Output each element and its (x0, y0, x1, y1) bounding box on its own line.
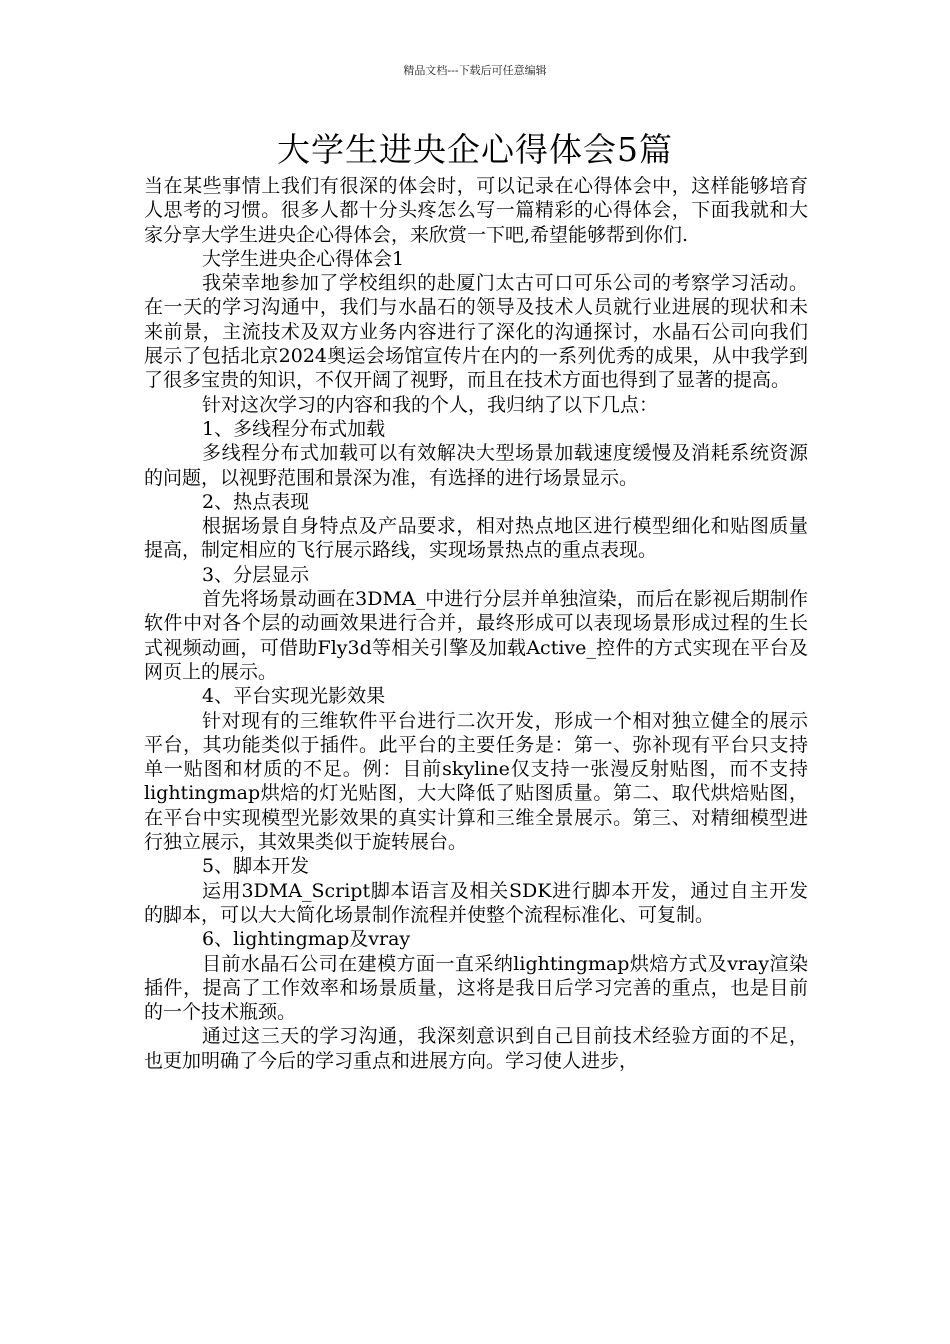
paragraph: 首先将场景动画在3DMA_中进行分层并单独渲染，而后在影视后期制作软件中对各个层的动画效果进行合并，最终形成可以表现场景形成过程的生长式视频动画，可借助Fly3d等相关引擎及加载Active_控件的方式实现在平台及网页上的展示。 (144, 588, 808, 683)
list-heading: 6、lightingmap及vray (202, 928, 411, 951)
list-heading: 3、分层显示 (202, 563, 310, 586)
paragraph-intro: 当在某些事情上我们有很深的体会时，可以记录在心得体会中，这样能够培育人思考的习惯。很多人都十分头疼怎么写一篇精彩的心得体会，下面我就和大家分享大学生进央企心得体会，来欣赏一下吧,希望能够帮到你们. (144, 175, 808, 246)
document-body (144, 174, 808, 1073)
paragraph: 通过这三天的学习沟通，我深刻意识到自己目前技术经验方面的不足，也更加明确了今后的学习重点和进展方向。学习使人进步， (144, 1025, 808, 1072)
paragraph: 针对这次学习的内容和我的个人，我归纳了以下几点： (202, 393, 659, 416)
list-heading: 4、平台实现光影效果 (202, 685, 386, 708)
document-title: 大学生进央企心得体会5篇 (277, 130, 673, 169)
paragraph: 根据场景自身特点及产品要求，相对热点地区进行模型细化和贴图质量提高，制定相应的飞行展示路线，实现场景热点的重点表现。 (144, 515, 808, 562)
paragraph: 运用3DMA_Script脚本语言及相关SDK进行脚本开发，通过自主开发的脚本，可以大大简化场景制作流程并使整个流程标准化、可复制。 (144, 879, 808, 926)
paragraph: 多线程分布式加载可以有效解决大型场景加载速度缓慢及消耗系统资源的问题，以视野范围和景深为准，有选择的进行场景显示。 (144, 442, 808, 489)
list-heading: 2、热点表现 (202, 490, 310, 513)
paragraph: 我荣幸地参加了学校组织的赴厦门太古可口可乐公司的考察学习活动。在一天的学习沟通中，我们与水晶石的领导及技术人员就行业进展的现状和未来前景，主流技术及双方业务内容进行了深化的沟通探讨，水晶石公司向我们展示了包括北京2024奥运会场馆宣传片在内的一系列优秀的成果，从中我学到了很多宝贵的知识，不仅开阔了视野，而且在技术方面也得到了显著的提高。 (144, 272, 808, 392)
list-heading: 5、脚本开发 (202, 855, 310, 878)
paragraph: 目前水晶石公司在建模方面一直采纳lightingmap烘焙方式及vray渲染插件，提高了工作效率和场景质量，这将是我日后学习完善的重点，也是目前的一个技术瓶颈。 (144, 952, 808, 1024)
section-heading: 大学生进央企心得体会1 (202, 247, 405, 270)
list-heading: 1、多线程分布式加载 (202, 417, 386, 440)
paragraph: 针对现有的三维软件平台进行二次开发，形成一个相对独立健全的展示平台，其功能类似于插件。此平台的主要任务是：第一、弥补现有平台只支持单一贴图和材质的不足。例：目前skyline仅支持一张漫反射贴图，而不支持lightingmap烘焙的灯光贴图，大大降低了贴图质量。第二、取代烘焙贴图，在平台中实现模型光影效果的真实计算和三维全景展示。第三、对精细模型进行独立展示，其效果类似于旋转展台。 (144, 709, 808, 854)
page-header: 精品文档---下载后可任意编辑 (403, 64, 547, 77)
